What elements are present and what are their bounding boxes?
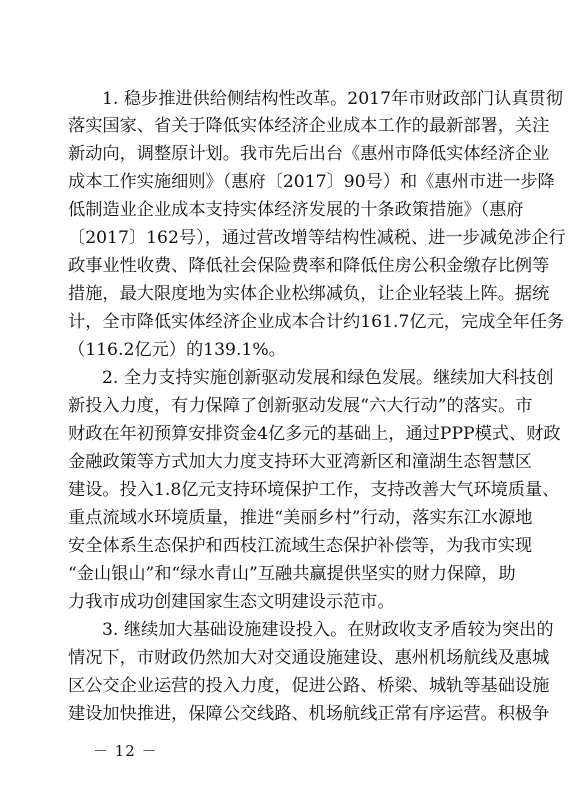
- paragraph-1-line-2: 落实国家、省关于降低实体经济企业成本工作的最新部署，关注: [68, 116, 550, 136]
- paragraph-2-line-2: 新投入力度，有力保障了创新驱动发展“六大行动”的落实。市: [68, 396, 533, 416]
- paragraph-1-line-7: 政事业性收费、降低社会保险费率和降低住房公积金缴存比例等: [68, 256, 550, 276]
- paragraph-2-line-1: 2. 全力支持实施创新驱动发展和绿色发展。继续加大科技创: [102, 368, 554, 388]
- paragraph-2-line-9: 力我市成功创建国家生态文明建设示范市。: [68, 592, 395, 612]
- paragraph-3-line-2: 情况下，市财政仍然加大对交通设施建设、惠州机场航线及惠城: [68, 648, 550, 668]
- paragraph-1-line-3: 新动向，调整原计划。我市先后出台《惠州市降低实体经济企业: [68, 144, 550, 164]
- paragraph-1-line-9: 计，全市降低实体经济企业成本合计约161.7亿元，完成全年任务: [68, 312, 565, 332]
- paragraph-1-line-4: 成本工作实施细则》（惠府〔2017〕90号）和《惠州市进一步降: [68, 172, 555, 192]
- paragraph-3-line-1: 3. 继续加大基础设施建设投入。在财政收支矛盾较为突出的: [102, 620, 554, 640]
- paragraph-1-line-5: 低制造业企业成本支持实体经济发展的十条政策措施》（惠府: [68, 200, 524, 220]
- paragraph-2-line-8: “金山银山”和“绿水青山”互融共赢提供坚实的财力保障，助: [68, 564, 516, 584]
- paragraph-2-line-4: 金融政策等方式加大力度支持环大亚湾新区和潼湖生态智慧区: [68, 452, 533, 472]
- paragraph-3-line-3: 区公交企业运营的投入力度，促进公路、桥梁、城轨等基础设施: [68, 676, 550, 696]
- paragraph-1-line-6: 〔2017〕162号），通过营改增等结构性减税、进一步减免涉企行: [68, 228, 566, 248]
- paragraph-1-line-1: 1. 稳步推进供给侧结构性改革。2017年市财政部门认真贯彻: [102, 89, 563, 109]
- paragraph-1-line-8: 措施，最大限度地为实体企业松绑减负，让企业轻装上阵。据统: [68, 284, 550, 304]
- paragraph-1-line-10: （116.2亿元）的139.1%。: [68, 340, 286, 360]
- paragraph-2-line-3: 财政在年初预算安排资金4亿多元的基础上，通过PPP模式、财政: [68, 424, 561, 444]
- paragraph-3-line-4: 建设加快推进，保障公交线路、机场航线正常有序运营。积极争: [68, 704, 550, 724]
- paragraph-2-line-6: 重点流域水环境质量，推进“美丽乡村”行动，落实东江水源地: [68, 508, 533, 528]
- paragraph-2-line-5: 建设。投入1.8亿元支持环境保护工作，支持改善大气环境质量、: [68, 480, 560, 500]
- page-number: － 12 －: [93, 742, 158, 760]
- paragraph-2-line-7: 安全体系生态保护和西枝江流域生态保护补偿等，为我市实现: [68, 536, 533, 556]
